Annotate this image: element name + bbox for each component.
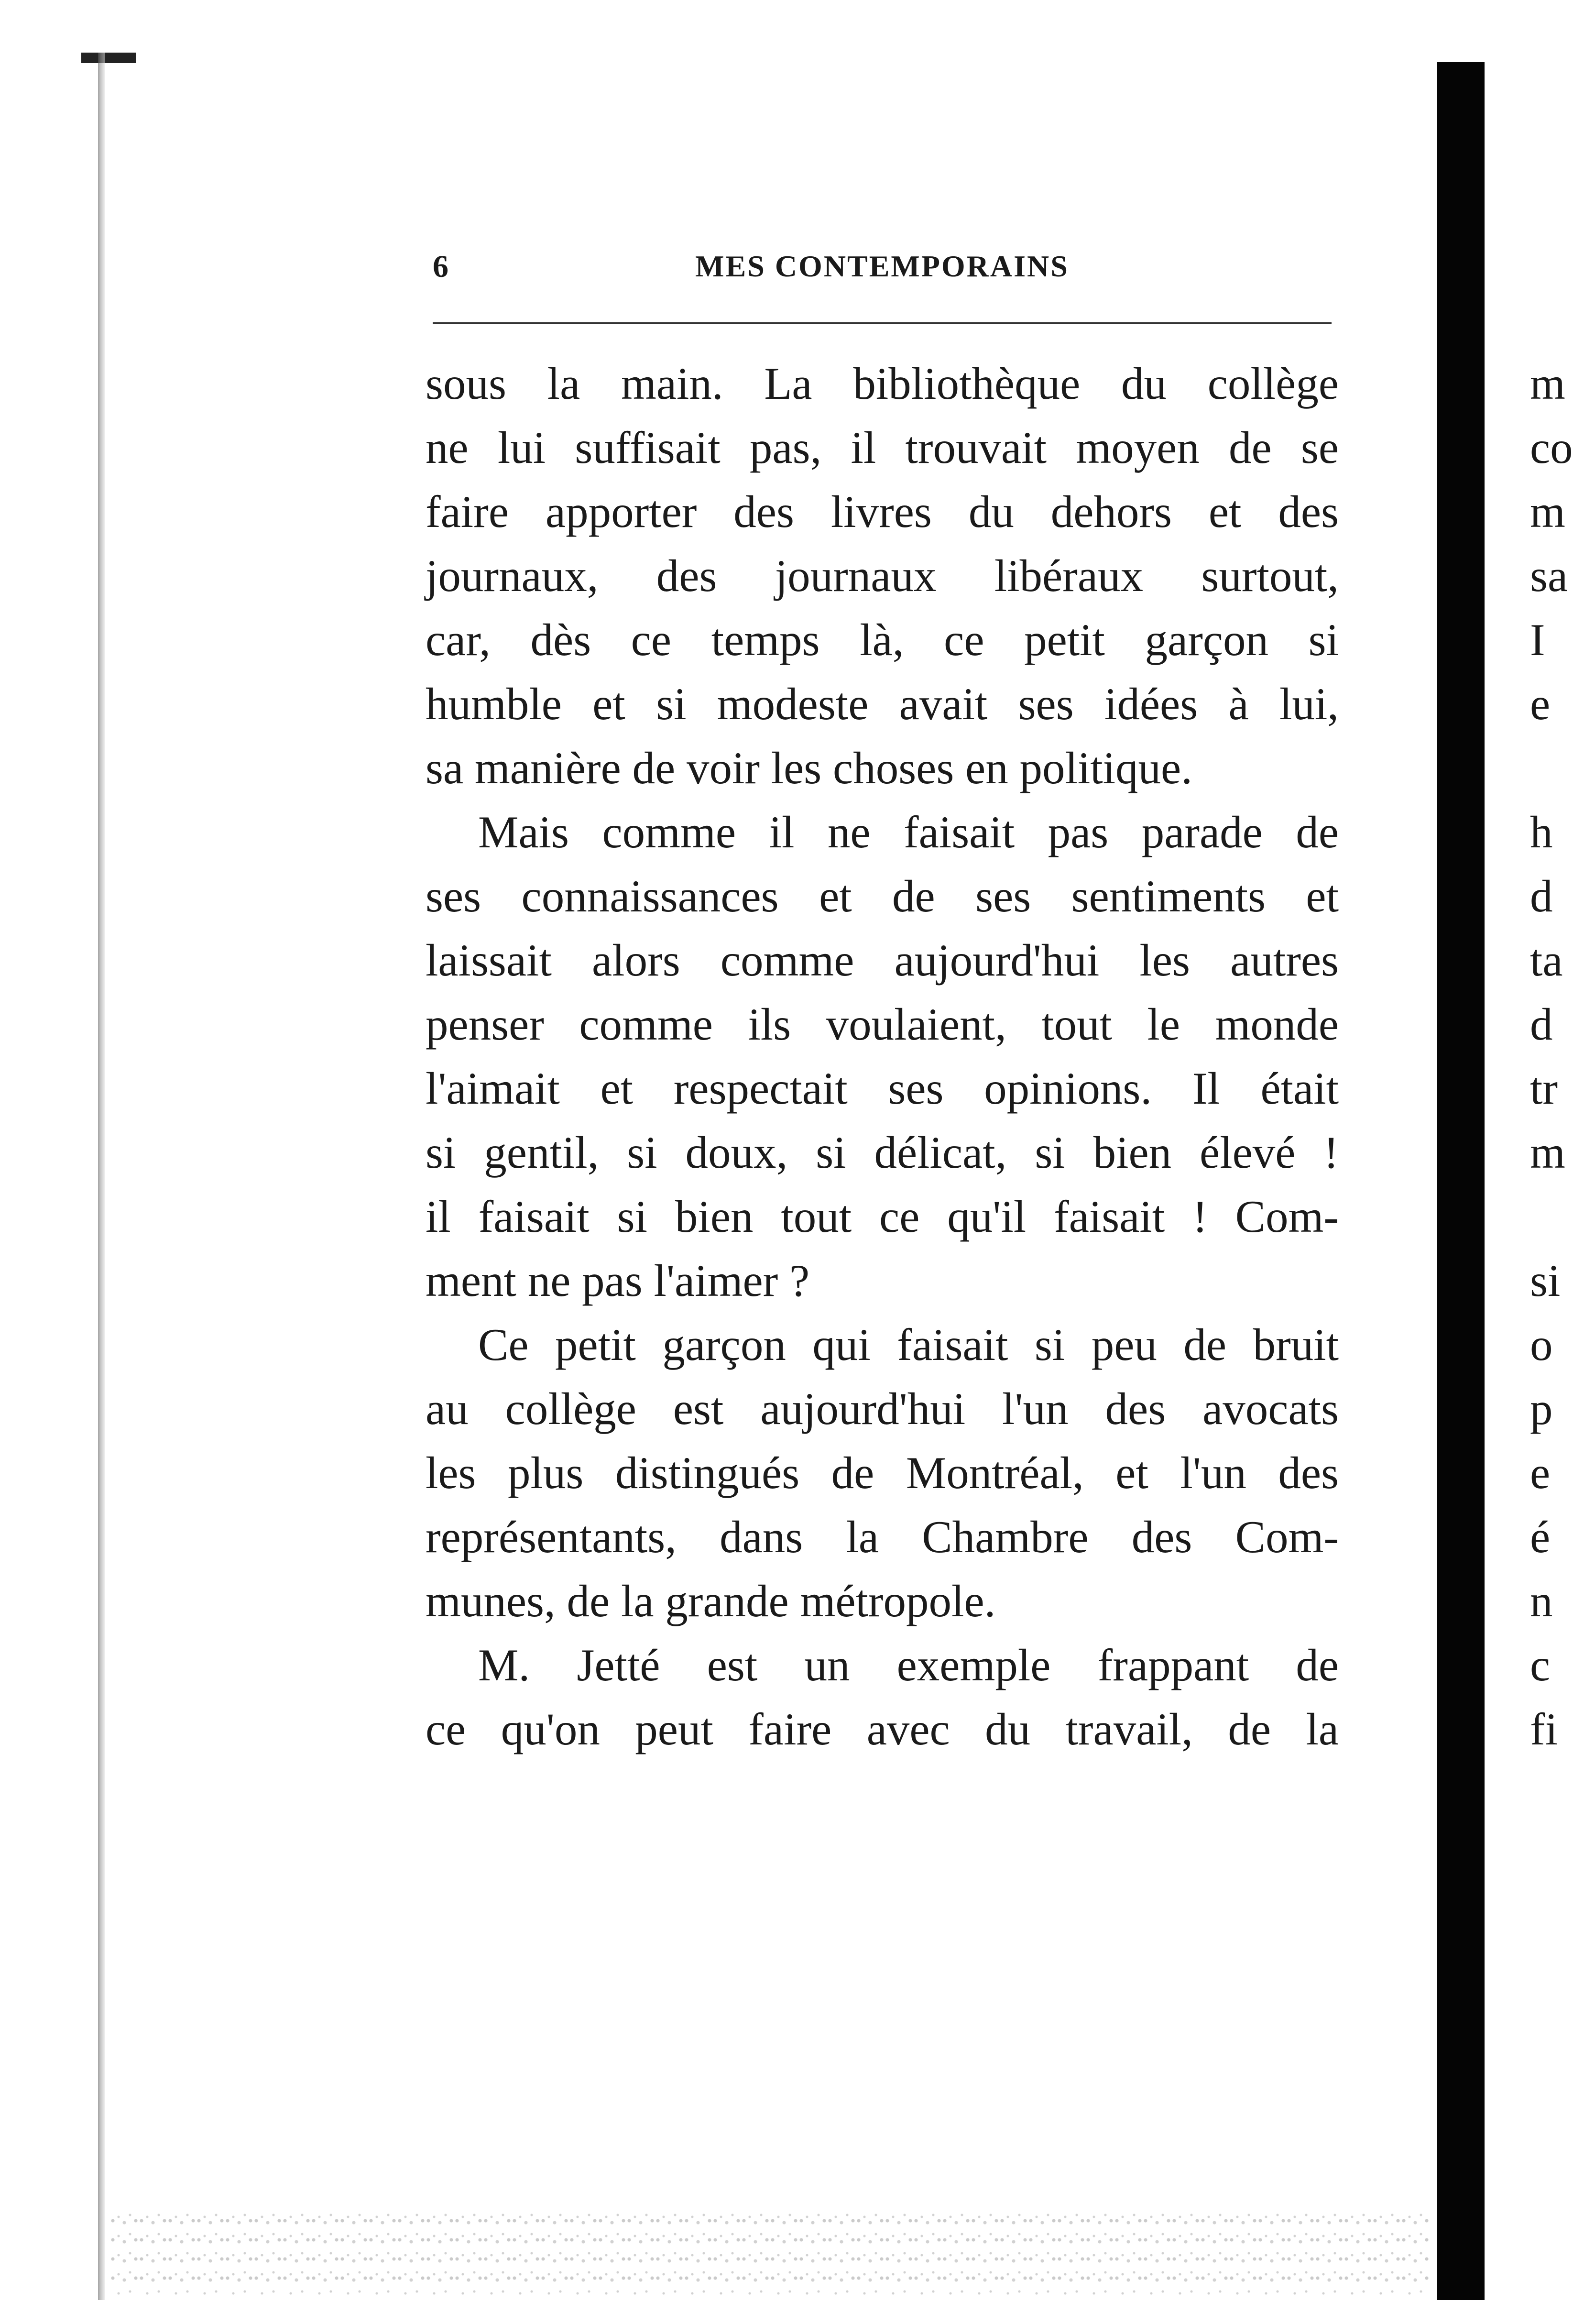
body-text (426, 351, 1339, 1761)
running-title: MES CONTEMPORAINS (695, 249, 1069, 283)
fragment: m (1530, 358, 1565, 409)
text-line: les plus distingués de Montréal, et l'un des (426, 1447, 1339, 1498)
fragment: é (1530, 1512, 1551, 1562)
text-line: ce qu'on peut faire avec du travail, de la (426, 1704, 1339, 1754)
fragment: e (1530, 1447, 1551, 1498)
fragment: fi (1530, 1704, 1558, 1754)
text-line: ment ne pas l'aimer ? (426, 1255, 810, 1306)
paragraph-4 (426, 1633, 1339, 1761)
text-line: journaux, des journaux libéraux surtout, (426, 550, 1339, 601)
fragment: p (1530, 1383, 1553, 1434)
scan-noise (110, 2209, 1430, 2295)
fragment: h (1530, 807, 1553, 857)
text-line: humble et si modeste avait ses idées à lui, (426, 679, 1339, 729)
text-line: faire apporter des livres du dehors et des (426, 486, 1339, 537)
fragment: ta (1530, 935, 1563, 986)
text-line: sous la main. La bibliothèque du collège (426, 358, 1339, 409)
page-number: 6 (433, 249, 448, 284)
text-line: car, dès ce temps là, ce petit garçon si (426, 614, 1339, 665)
fragment-gap (1530, 736, 1566, 800)
text-line: représentants, dans la Chambre des Com- (426, 1512, 1339, 1562)
paragraph-1 (426, 351, 1339, 800)
book-gutter-shadow (1437, 62, 1485, 2300)
fragment: I (1530, 614, 1545, 665)
fragment: m (1530, 486, 1565, 537)
fragment: co (1530, 422, 1573, 473)
text-line: laissait alors comme aujourd'hui les autres (426, 935, 1339, 986)
fragment: si (1530, 1255, 1561, 1306)
fragment: c (1530, 1640, 1551, 1690)
fragment: n (1530, 1576, 1553, 1626)
paragraph-2 (426, 800, 1339, 1313)
text-line: ne lui suffisait pas, il trouvait moyen de se (426, 422, 1339, 473)
text-line: il faisait si bien tout ce qu'il faisait ! Com- (426, 1191, 1339, 1242)
scan-edge-top (81, 53, 136, 63)
fragment-gap (1530, 1184, 1566, 1249)
fragment: tr (1530, 1063, 1558, 1114)
text-line: ses connaissances et de ses sentiments et (426, 871, 1339, 921)
text-line: au collège est aujourd'hui l'un des avocats (426, 1383, 1339, 1434)
fragment: d (1530, 871, 1553, 921)
fragment: sa (1530, 550, 1568, 601)
paragraph-3 (426, 1313, 1339, 1633)
next-page-fragment (1530, 351, 1573, 1761)
text-line: penser comme ils voulaient, tout le monde (426, 999, 1339, 1050)
text-line: si gentil, si doux, si délicat, si bien élevé ! (426, 1127, 1339, 1178)
fragment: m (1530, 1127, 1565, 1178)
header-rule (433, 322, 1332, 324)
text-line: M. Jetté est un exemple frappant de (478, 1640, 1339, 1690)
fragment: d (1530, 999, 1553, 1050)
text-line: Ce petit garçon qui faisait si peu de bruit (478, 1319, 1339, 1370)
text-line: sa manière de voir les choses en politique. (426, 743, 1192, 793)
text-line: Mais comme il ne faisait pas parade de (478, 807, 1339, 857)
text-line: munes, de la grande métropole. (426, 1576, 996, 1626)
scan-edge-left (98, 53, 105, 2300)
fragment: e (1530, 679, 1551, 729)
page-header (433, 249, 1332, 287)
fragment: o (1530, 1319, 1553, 1370)
text-line: l'aimait et respectait ses opinions. Il était (426, 1063, 1339, 1114)
